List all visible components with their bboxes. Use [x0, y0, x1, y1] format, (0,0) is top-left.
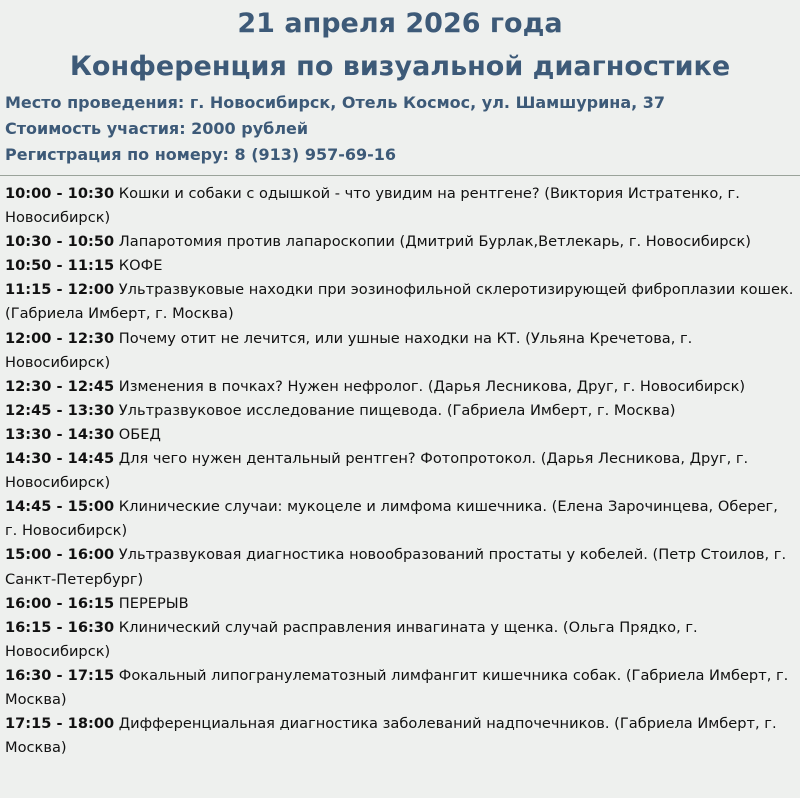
header-divider	[0, 175, 800, 176]
venue-line: Место проведения: г. Новосибирск, Отель Космос, ул. Шамшурина, 37	[5, 93, 666, 112]
schedule-item	[5, 327, 794, 375]
schedule-item	[5, 664, 794, 712]
event-date: 21 апреля 2026 года	[237, 8, 563, 39]
item-time: 14:30 - 14:45	[5, 450, 115, 468]
item-time: 15:00 - 16:00	[5, 546, 115, 564]
schedule-item	[5, 423, 794, 447]
item-description: ОБЕД	[118, 425, 161, 443]
item-time: 13:30 - 14:30	[5, 425, 115, 443]
item-time: 17:15 - 18:00	[5, 715, 115, 733]
item-time: 12:00 - 12:30	[5, 329, 115, 347]
schedule-list	[5, 182, 794, 760]
item-time: 12:30 - 12:45	[5, 377, 115, 395]
schedule-item	[5, 616, 794, 664]
schedule-item	[5, 543, 794, 591]
item-description: ПЕРЕРЫВ	[118, 594, 189, 612]
item-time: 12:45 - 13:30	[5, 401, 115, 419]
schedule-item	[5, 278, 794, 326]
registration-line: Регистрация по номеру: 8 (913) 957-69-16	[5, 145, 397, 164]
item-description: Для чего нужен дентальный рентген? Фотопротокол. (Дарья Лесникова, Друг, г. Новосибирск)	[5, 450, 749, 492]
item-description: КОФЕ	[118, 257, 163, 275]
schedule-item	[5, 182, 794, 230]
item-description: Почему отит не лечится, или ушные находки на КТ. (Ульяна Кречетова, г. Новосибирск)	[5, 329, 693, 371]
item-time: 10:30 - 10:50	[5, 233, 115, 251]
item-description: Фокальный липогранулематозный лимфангит кишечника собак. (Габриела Имберт, г. Москва)	[5, 666, 789, 708]
item-time: 16:30 - 17:15	[5, 666, 115, 684]
item-description: Ультразвуковые находки при эозинофильной склеротизирующей фиброплазии кошек. (Габриела Имберт, г. Москва)	[5, 281, 794, 323]
schedule-item	[5, 592, 794, 616]
item-time: 10:50 - 11:15	[5, 257, 115, 275]
schedule-item	[5, 375, 794, 399]
item-description: Кошки и собаки с одышкой - что увидим на рентгене? (Виктория Истратенко, г. Новосибирск)	[5, 185, 740, 227]
item-description: Клинический случай расправления инвагината у щенка. (Ольга Прядко, г. Новосибирск)	[5, 618, 698, 660]
item-time: 14:45 - 15:00	[5, 498, 115, 516]
fee-line: Стоимость участия: 2000 рублей	[5, 119, 309, 138]
schedule-item	[5, 712, 794, 760]
item-description: Лапаротомия против лапароскопии (Дмитрий Бурлак,Ветлекарь, г. Новосибирск)	[118, 233, 752, 251]
item-time: 16:15 - 16:30	[5, 618, 115, 636]
item-description: Ультразвуковое исследование пищевода. (Габриела Имберт, г. Москва)	[118, 401, 676, 419]
schedule-item	[5, 399, 794, 423]
schedule-item	[5, 447, 794, 495]
item-description: Ультразвуковая диагностика новообразований простаты у кобелей. (Петр Стоилов, г. Санкт-Петербург)	[5, 546, 787, 588]
item-time: 10:00 - 10:30	[5, 185, 115, 202]
schedule-item	[5, 254, 794, 278]
conference-title: Конференция по визуальной диагностике	[69, 51, 731, 82]
item-description: Клинические случаи: мукоцеле и лимфома кишечника. (Елена Зарочинцева, Оберег, г. Новосибирск)	[5, 498, 778, 540]
program-header	[0, 0, 800, 175]
item-description: Дифференциальная диагностика заболеваний надпочечников. (Габриела Имберт, г. Москва)	[5, 715, 777, 757]
item-description: Изменения в почках? Нужен нефролог. (Дарья Лесникова, Друг, г. Новосибирск)	[118, 377, 746, 395]
item-time: 11:15 - 12:00	[5, 281, 115, 299]
schedule-item	[5, 230, 794, 254]
item-time: 16:00 - 16:15	[5, 594, 115, 612]
schedule-item	[5, 495, 794, 543]
